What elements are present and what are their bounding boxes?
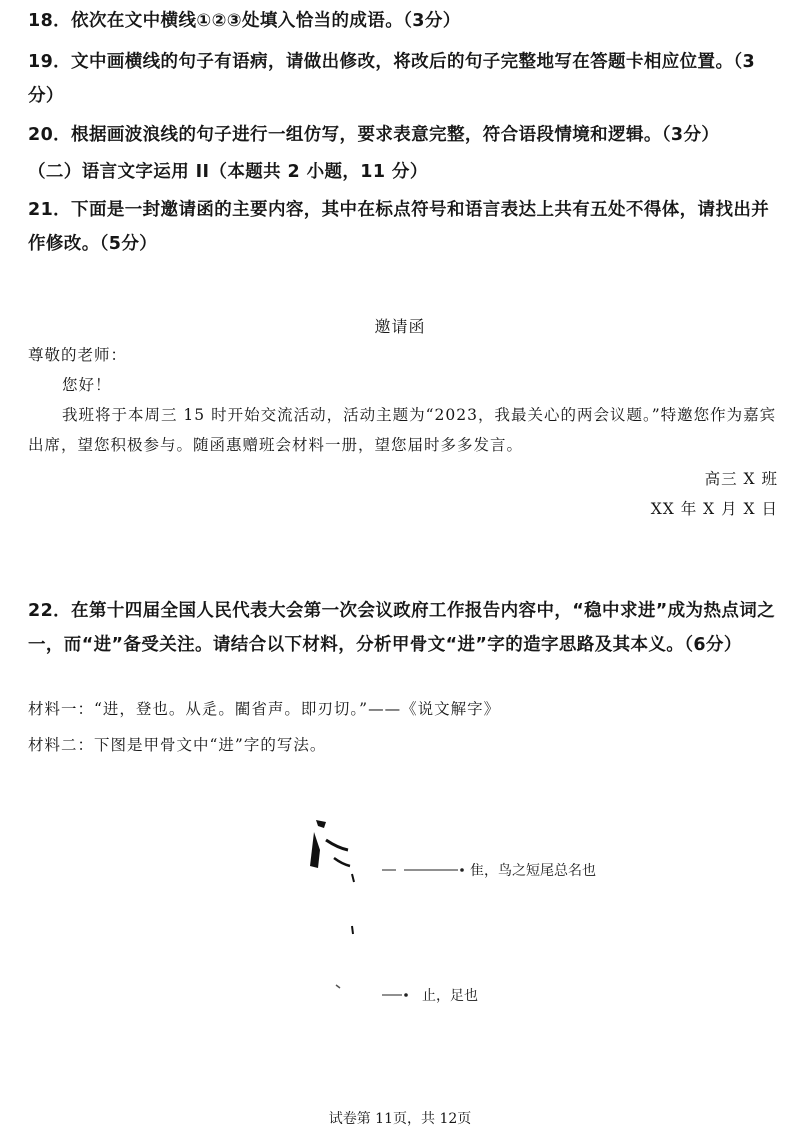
question-19: 19．文中画横线的句子有语病，请做出修改，将改后的句子完整地写在答题卡相应位置。（3分） (28, 52, 756, 106)
letter-body: 我班将于本周三 15 时开始交流活动，活动主题为“2023，我最关心的两会议题。”特邀您作为嘉宾出席，望您积极参与。随函惠赠班会材料一册，望您届时多多发言。 (28, 406, 777, 454)
question-18: 18．依次在文中横线①②③处填入恰当的成语。（3分） (28, 11, 461, 31)
question-22: 22．在第十四届全国人民代表大会第一次会议政府工作报告内容中，“稳中求进”成为热点词之一，而“进”备受关注。请结合以下材料，分析甲骨文“进”字的造字思路及其本义。（6分） (28, 601, 776, 655)
label-zhi: 止，足也 (422, 988, 478, 1004)
question-21: 21．下面是一封邀请函的主要内容，其中在标点符号和语言表达上共有五处不得体，请找出并作修改。（5分） (28, 200, 770, 254)
letter-date: XX 年 X 月 X 日 (650, 500, 778, 518)
letter-sender: 高三 X 班 (704, 470, 778, 488)
leader-line-top (382, 865, 472, 875)
oracle-bone-diagram (290, 810, 630, 1020)
letter-title: 邀请函 (374, 317, 426, 336)
glyph-stroke (336, 985, 340, 988)
glyph-stroke (352, 926, 353, 934)
material-one: 材料一：“进，登也。从辵。閵省声。即刃切。”——《说文解字》 (28, 700, 501, 718)
page-footer: 试卷第 11页，共 12页 (328, 1111, 472, 1127)
label-zhui: 隹，鸟之短尾总名也 (470, 863, 596, 879)
glyph-stroke (310, 832, 320, 868)
material-two: 材料二：下图是甲骨文中“进”字的写法。 (28, 736, 327, 754)
letter-salutation: 尊敬的老师： (28, 346, 128, 364)
glyph-stroke (352, 874, 354, 882)
leader-line-bottom (382, 990, 412, 1000)
glyph-stroke (316, 820, 326, 828)
glyph-stroke (326, 840, 348, 850)
section-heading: （二）语言文字运用 II（本题共 2 小题，11 分） (28, 162, 428, 182)
letter-greeting: 您好！ (62, 376, 112, 394)
glyph-stroke (334, 858, 350, 866)
question-20: 20．根据画波浪线的句子进行一组仿写，要求表意完整，符合语段情境和逻辑。（3分） (28, 125, 720, 145)
oracle-bone-glyph-image (290, 810, 380, 1010)
